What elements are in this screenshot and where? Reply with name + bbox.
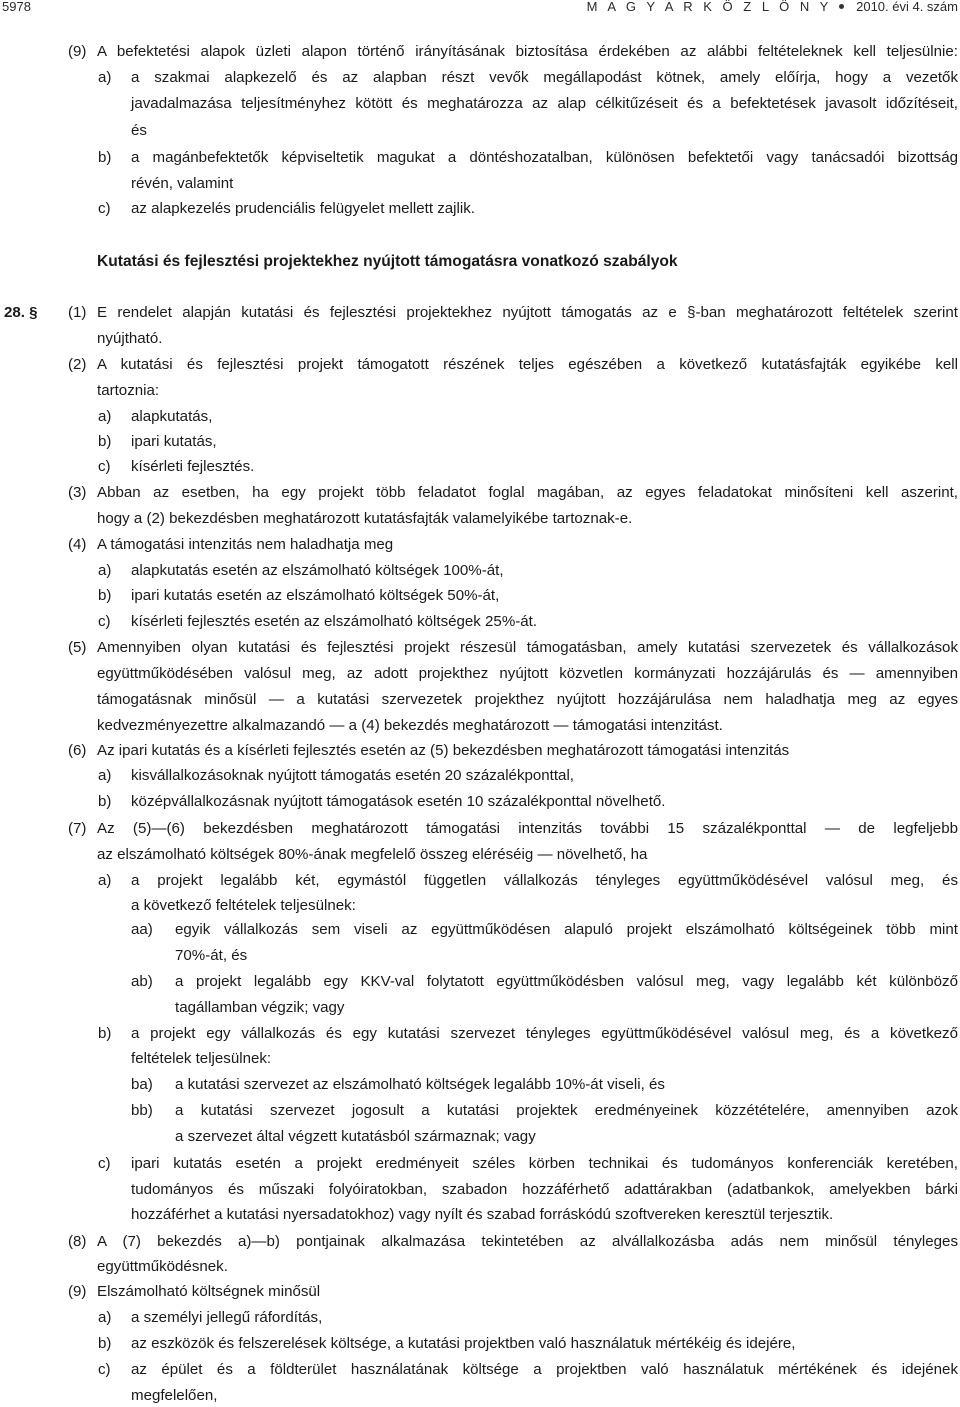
section-heading: Kutatási és fejlesztési projektekhez nyújtott támogatásra vonatkozó szabályok — [97, 253, 678, 270]
paragraph-number: (1) — [68, 304, 87, 321]
list-item-text-line: a projekt egy vállalkozás és egy kutatási szervezet tényleges együttműködésével valósul meg, és a következő — [131, 1025, 958, 1042]
list-item-text-line: révén, valamint — [131, 175, 234, 192]
sublist-item-text-line: 70%-át, és — [175, 947, 248, 964]
paragraph-number: (9) — [68, 1283, 87, 1300]
list-label: b) — [98, 587, 112, 604]
paragraph-text-line: Abban az esetben, ha egy projekt több feladatot foglal magában, az egyes feladatokat minősíteni kell aszerint, — [97, 484, 958, 501]
list-label: a) — [98, 562, 112, 579]
paragraph-number: (4) — [68, 536, 87, 553]
list-item-text-line: a következő feltételek teljesülnek: — [131, 897, 356, 914]
paragraph-text-line: támogatásnak minősül — a kutatási szervezetek projekthez nyújtott hozzájárulása nem haladhatja meg az egyes — [97, 691, 958, 708]
paragraph-number: (5) — [68, 639, 87, 656]
sublist-label: ab) — [131, 973, 153, 990]
sublist-label: aa) — [131, 921, 153, 938]
paragraph-text-line: Elszámolható költségnek minősül — [97, 1283, 321, 1300]
list-item-text: alapkutatás, — [131, 408, 213, 425]
sublist-item-text-line: tagállamban végzik; vagy — [175, 999, 345, 1016]
list-item-text: ipari kutatás esetén az elszámolható költségek 50%-át, — [131, 587, 500, 604]
sublist-item-text-line: a kutatási szervezet az elszámolható költségek legalább 10%-át viseli, és — [175, 1076, 665, 1093]
paragraph-text-line: E rendelet alapján kutatási és fejlesztési projektekhez nyújtott támogatás az e §-ban meghatározott feltételek szerint — [97, 304, 958, 321]
paragraph-text-line: A befektetési alapok üzleti alapon történő irányításának biztosítása érdekében az alábbi feltételeknek kell teljesülnie: — [97, 43, 958, 60]
list-item-text-line: feltételek teljesülnek: — [131, 1050, 272, 1067]
issue-number: 2010. évi 4. szám — [856, 0, 958, 14]
list-label: a) — [98, 1309, 112, 1326]
list-item-text-line: az épület és a földterület használatának költsége a projektben való használatuk mértékének és idejének — [131, 1361, 958, 1378]
paragraph-text-line: tartoznia: — [97, 382, 160, 399]
list-item-text: középvállalkozásnak nyújtott támogatások esetén 10 százalékponttal növelhető. — [131, 793, 666, 810]
page-number: 5978 — [2, 0, 31, 14]
list-item-text-line: az alapkezelés prudenciális felügyelet mellett zajlik. — [131, 200, 475, 217]
list-label: b) — [98, 149, 112, 166]
section-number: 28. § — [4, 304, 38, 321]
list-label: c) — [98, 1155, 111, 1172]
list-label: c) — [98, 200, 111, 217]
paragraph-number: (9) — [68, 43, 87, 60]
list-item-text-line: a projekt legalább két, egymástól független vállalkozás tényleges együttműködésével valósul meg, és — [131, 872, 958, 889]
paragraph-text-line: hogy a (2) bekezdésben meghatározott kutatásfajták valamelyikébe tartoznak-e. — [97, 510, 633, 527]
paragraph-text-line: együttműködésében valósul meg, az adott projekthez nyújtott közvetlen kormányzati hozzájárulás és — amennyiben — [97, 665, 958, 682]
sublist-item-text-line: a kutatási szervezet jogosult a kutatási projektek eredményeinek közzétételére, amennyiben azok — [175, 1102, 958, 1119]
list-item-text: kísérleti fejlesztés esetén az elszámolható költségek 25%-át. — [131, 613, 538, 630]
paragraph-number: (7) — [68, 820, 87, 837]
list-item-text-line: tudományos és műszaki folyóiratokban, szabadon hozzáférhető adattárakban (adatbankok, amelyekben bárki — [131, 1181, 958, 1198]
list-item-text: alapkutatás esetén az elszámolható költségek 100%-át, — [131, 562, 504, 579]
paragraph-text-line: Az (5)—(6) bekezdésben meghatározott támogatási intenzitás további 15 százalékponttal — de legfeljebb — [97, 820, 958, 837]
list-label: c) — [98, 613, 111, 630]
list-item-text: ipari kutatás, — [131, 433, 217, 450]
paragraph-number: (3) — [68, 484, 87, 501]
paragraph-text-line: nyújtható. — [97, 330, 163, 347]
list-label: b) — [98, 793, 112, 810]
sublist-item-text-line: a projekt legalább egy KKV-val folytatott együttműködésben valósul meg, vagy legalább két különböző — [175, 973, 958, 990]
list-item-text: kísérleti fejlesztés. — [131, 458, 255, 475]
list-item-text-line: a szakmai alapkezelő és az alapban részt vevők megállapodást kötnek, amely előírja, hogy a vezetők — [131, 69, 958, 86]
paragraph-number: (8) — [68, 1233, 87, 1250]
sublist-item-text-line: egyik vállalkozás sem viseli az együttműködésen alapuló projekt elszámolható költségeinek több mint — [175, 921, 958, 938]
list-item-text-line: megfelelően, — [131, 1387, 218, 1404]
paragraph-text-line: együttműködésnek. — [97, 1258, 228, 1275]
journal-title: M A G Y A R K Ö Z L Ö N Y — [586, 0, 832, 14]
list-label: a) — [98, 767, 112, 784]
paragraph-number: (6) — [68, 742, 87, 759]
list-label: b) — [98, 1025, 112, 1042]
list-label: c) — [98, 1361, 111, 1378]
list-label: a) — [98, 408, 112, 425]
list-label: a) — [98, 872, 112, 889]
list-label: b) — [98, 1335, 112, 1352]
list-item-text: kisvállalkozásoknak nyújtott támogatás esetén 20 százalékponttal, — [131, 767, 575, 784]
paragraph-text-line: Amennyiben olyan kutatási és fejlesztési projekt részesül támogatásban, amely kutatási szervezetek és vállalkozások — [97, 639, 958, 656]
list-item-text-line: javadalmazása teljesítményhez kötött és meghatározza az alap célkitűzéseit és a befektetések javasolt időzítéseit, — [131, 95, 958, 112]
paragraph-text-line: A kutatási és fejlesztési projekt támogatott részének teljes egészében a következő kutatásfajták egyikébe kell — [97, 356, 958, 373]
paragraph-text-line: A támogatási intenzitás nem haladhatja meg — [97, 536, 394, 553]
list-label: c) — [98, 458, 111, 475]
list-item-text-line: ipari kutatás esetén a projekt eredményeit széles körben technikai és tudományos konferenciák keretében, — [131, 1155, 958, 1172]
paragraph-text-line: kedvezményezettre alkalmazandó — a (4) bekezdés meghatározott — támogatási intenzitást. — [97, 717, 723, 734]
sublist-label: bb) — [131, 1102, 153, 1119]
list-item-text-line: és — [131, 122, 147, 139]
list-item-text-line: a személyi jellegű ráfordítás, — [131, 1309, 323, 1326]
sublist-label: ba) — [131, 1076, 153, 1093]
list-label: a) — [98, 69, 112, 86]
paragraph-text-line: A (7) bekezdés a)—b) pontjainak alkalmazása tekintetében az alvállalkozásba adás nem minősül tényleges — [97, 1233, 958, 1250]
list-item-text-line: a magánbefektetők képviseltetik magukat a döntéshozatalban, különösen befektetői vagy tanácsadói bizottság — [131, 149, 958, 166]
sublist-item-text-line: a szervezet által végzett kutatásból származnak; vagy — [175, 1128, 536, 1145]
paragraph-text-line: az elszámolható költségek 80%-ának megfelelő összeg eléréséig — növelhető, ha — [97, 846, 648, 863]
paragraph-number: (2) — [68, 356, 87, 373]
paragraph-text-line: Az ipari kutatás és a kísérleti fejlesztés esetén az (5) bekezdésben meghatározott támogatási intenzitás — [97, 742, 790, 759]
list-label: b) — [98, 433, 112, 450]
list-item-text-line: az eszközök és felszerelések költsége, a kutatási projektben való használatuk mértékéig és idejére, — [131, 1335, 796, 1352]
list-item-text-line: hozzáférhet a kutatási nyersadatokhoz) vagy nyílt és szabad forráskódú szoftvereken keresztül terjesztik. — [131, 1206, 834, 1223]
